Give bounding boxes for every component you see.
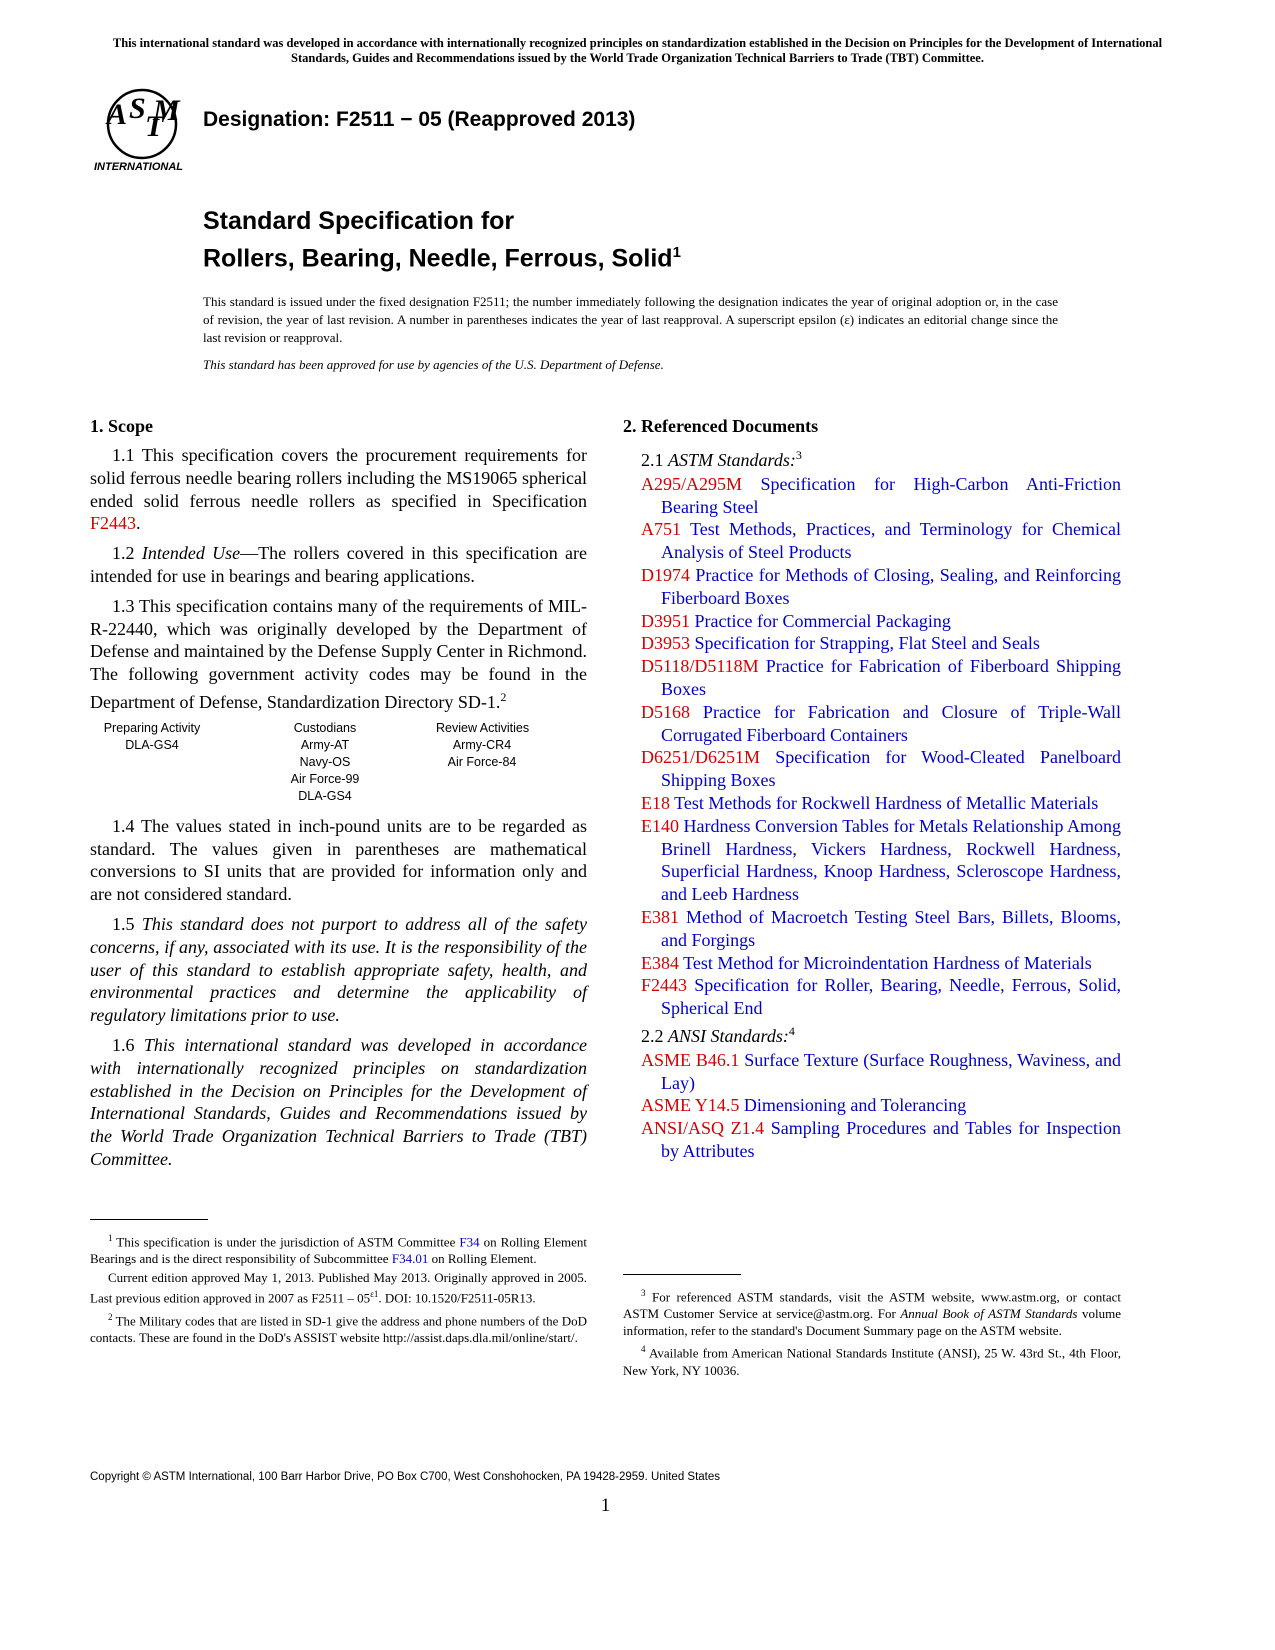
logo-subtext: INTERNATIONAL <box>94 161 184 173</box>
logo-letter-m: M <box>153 94 180 127</box>
astm-label: ASTM Standards: <box>668 450 796 470</box>
astm-fn: 3 <box>795 448 802 462</box>
scope-1-5-text: This standard does not purport to address all of the safety concerns, if any, associated with its use. It is the responsibility of the user of this standard to establish appropriate safety, health, and environmental practices and determine the applicability of regulatory limitations prior to use. <box>90 913 588 1026</box>
scope-1-2 <box>90 542 587 588</box>
reference-title-link[interactable]: Practice for Commercial Packaging <box>690 610 951 631</box>
scope-1-2-num: 1.2 <box>112 543 142 564</box>
fn3-italic: Annual Book of ASTM Standards <box>900 1306 1078 1322</box>
reference-code-link[interactable]: D1974 <box>641 564 690 585</box>
fn4-text: Available from American National Standards Institute (ANSI), 25 W. 43rd St., 4th Floor, New York, NY 10036. <box>623 1345 1121 1378</box>
review-item: Air Force-84 <box>447 754 517 769</box>
reference-title-link[interactable]: Specification for Roller, Bearing, Needle, Ferrous, Solid, Spherical End <box>661 975 1121 1019</box>
scope-1-6 <box>90 1034 587 1171</box>
reference-code-link[interactable]: E384 <box>641 952 679 973</box>
reference-title-link[interactable]: Specification for Wood-Cleated Panelboard Shipping Boxes <box>661 747 1121 791</box>
review-item: Army-CR4 <box>452 737 512 752</box>
custodian-item: Navy-OS <box>299 754 351 769</box>
reference-code-link[interactable]: A751 <box>641 519 681 540</box>
review-col <box>436 720 528 805</box>
custodians-col <box>214 720 436 805</box>
fn3-mark: 3 <box>641 1288 646 1298</box>
scope-1-1-text: 1.1 This specification covers the procurement requirements for solid ferrous needle bearing rollers including the MS19065 spherical ended solid ferrous needle rollers as specified in Specification <box>90 445 587 511</box>
right-column <box>623 414 1121 1163</box>
left-column <box>90 414 587 1178</box>
reference-code-link[interactable]: E140 <box>641 815 679 836</box>
fn1-text-b: on Rolling Element Bearings and is the direct responsibility of Subcommittee <box>90 1234 587 1267</box>
reference-item <box>641 952 1121 975</box>
astm-reference-list <box>623 473 1121 1020</box>
logo-letter-a: A <box>107 98 128 131</box>
issued-note: This standard is issued under the fixed designation F2511; the number immediately following the designation indicates the year of original adoption or, in the case of revision, the year of last revision. A number in parentheses indicates the year of last reapproval. A superscript epsilon (ε) indicates an editorial change since the last revision or reapproval. <box>203 294 1058 345</box>
left-footnotes <box>90 1219 587 1348</box>
reference-item <box>641 1117 1121 1163</box>
reference-title-link[interactable]: Sampling Procedures and Tables for Inspection by Attributes <box>661 1118 1121 1161</box>
reference-title-link[interactable]: Surface Texture (Surface Roughness, Waviness, and Lay) <box>661 1049 1121 1093</box>
fn1-text-a: This specification is under the jurisdiction of ASTM Committee <box>112 1234 460 1250</box>
scope-heading: 1. Scope <box>90 416 153 436</box>
reference-code-link[interactable]: D6251/D6251M <box>641 747 761 768</box>
preparing-header: Preparing Activity <box>103 720 201 735</box>
reference-item <box>641 1049 1121 1095</box>
fn3-text-a: For referenced ASTM standards, visit the ASTM website, www.astm.org, or contact ASTM Customer Service at service@astm.org. For <box>623 1289 1121 1322</box>
reference-item <box>641 792 1121 815</box>
astm-num: 2.1 <box>641 450 668 470</box>
reference-item <box>641 473 1121 519</box>
review-header: Review Activities <box>436 720 530 735</box>
scope-1-5-num: 1.5 <box>112 913 142 934</box>
reference-item <box>641 701 1121 747</box>
reference-code-link[interactable]: D3953 <box>641 633 690 654</box>
refdocs-heading: 2. Referenced Documents <box>623 416 819 436</box>
scope-1-4: 1.4 The values stated in inch-pound units are to be regarded as standard. The values given in parentheses are mathematical conversions to SI units that are provided for information only and are not considered standard. <box>90 815 587 905</box>
reference-item <box>641 906 1121 952</box>
fn1-text-c: on Rolling Element. <box>428 1251 537 1267</box>
reference-title-link[interactable]: Specification for High-Carbon Anti-Friction Bearing Steel <box>661 473 1121 517</box>
link-f2443-inline[interactable]: F2443 <box>90 513 137 534</box>
astm-standards-label <box>641 444 1121 472</box>
reference-title-link[interactable]: Test Methods for Rockwell Hardness of Metallic Materials <box>670 792 1099 813</box>
footnote-rule-right <box>623 1274 741 1275</box>
reference-title-link[interactable]: Practice for Fabrication and Closure of Triple-Wall Corrugated Fiberboard Containers <box>661 701 1121 745</box>
fn1-mark: 1 <box>108 1233 113 1243</box>
reference-title-link[interactable]: Practice for Methods of Closing, Sealing, and Reinforcing Fiberboard Boxes <box>661 564 1121 608</box>
astm-logo-icon <box>93 88 191 174</box>
scope-1-2-term: Intended Use <box>141 543 241 564</box>
link-f34[interactable]: F34 <box>459 1234 480 1250</box>
preparing-item: DLA-GS4 <box>125 737 179 752</box>
title-line-1: Standard Specification for <box>203 207 515 235</box>
reference-code-link[interactable]: D5118/D5118M <box>641 656 759 677</box>
reference-item <box>641 518 1121 564</box>
edition-note <box>90 1269 587 1306</box>
custodians-header: Custodians <box>293 720 357 735</box>
footnote-4 <box>623 1341 1121 1378</box>
reference-title-link[interactable]: Dimensioning and Tolerancing <box>739 1095 967 1116</box>
ansi-fn: 4 <box>788 1023 795 1038</box>
fn3-text-b: volume information, refer to the standard's Document Summary page on the ASTM website. <box>623 1306 1121 1339</box>
reference-item <box>641 1094 1121 1117</box>
reference-code-link[interactable]: A295/A295M <box>641 473 743 494</box>
reference-item <box>641 610 1121 633</box>
reference-item <box>641 746 1121 792</box>
footnote-3 <box>623 1285 1121 1339</box>
footnotes-left-body <box>90 1230 587 1346</box>
page-title <box>203 206 681 274</box>
fn2-text: The Military codes that are listed in SD-1 give the address and phone numbers of the DoD contacts. These are found in the DoD's ASSIST website http://assist.daps.dla.mil/online/start/. <box>90 1312 587 1345</box>
reference-item <box>641 815 1121 906</box>
ansi-standards-label <box>641 1020 1121 1048</box>
reference-code-link[interactable]: ANSI/ASQ Z1.4 <box>641 1118 765 1139</box>
edition-text-a: Current edition approved May 1, 2013. Published May 2013. Originally approved in 2005. Last previous edition approved in 2007 as F2511 – 05 <box>90 1270 587 1306</box>
logo-letter-s: S <box>129 92 146 125</box>
reference-code-link[interactable]: F2443 <box>641 975 688 996</box>
scope-1-3-fn: 2 <box>500 689 507 704</box>
reference-code-link[interactable]: E18 <box>641 792 670 813</box>
dod-note: This standard has been approved for use by agencies of the U.S. Department of Defense. <box>203 357 664 372</box>
reference-code-link[interactable]: D3951 <box>641 610 690 631</box>
logo-letter-t: T <box>145 110 164 143</box>
title-line-2: Rollers, Bearing, Needle, Ferrous, Solid <box>203 244 673 273</box>
reference-title-link[interactable]: Hardness Conversion Tables for Metals Relationship Among Brinell Hardness, Vickers Hardness, Rockwell Hardness, Superficial Hardness, Knoop Hardness, Scleroscope Hardness, and Leeb Hardness <box>661 815 1121 905</box>
edition-eps: ε1 <box>370 1289 379 1300</box>
reference-item <box>641 974 1121 1020</box>
link-f34-01[interactable]: F34.01 <box>391 1251 429 1267</box>
preparing-col <box>90 720 214 805</box>
reference-code-link[interactable]: ASME B46.1 <box>641 1049 740 1070</box>
ansi-num: 2.2 <box>641 1025 668 1046</box>
reference-title-link[interactable]: Practice for Fabrication of Fiberboard Shipping Boxes <box>661 656 1121 699</box>
footnote-1 <box>90 1230 587 1267</box>
edition-text-b: . DOI: 10.1520/F2511-05R13. <box>378 1290 536 1306</box>
ansi-reference-list <box>623 1049 1121 1163</box>
astm-logo <box>93 88 191 174</box>
scope-1-3 <box>90 595 587 714</box>
page-number: 1 <box>600 1495 611 1516</box>
wto-notice: This international standard was developed in accordance with internationally recognized principles on standardization established in the Decision on Principles for the Development of International Standards, Guides and Recommendations issued by the World Trade Organization Technical Barriers to Trade (TBT) Committee. <box>112 36 1163 65</box>
reference-title-link[interactable]: Specification for Strapping, Flat Steel and Seals <box>690 633 1040 654</box>
activity-table <box>90 720 587 805</box>
reference-code-link[interactable]: ASME Y14.5 <box>641 1095 740 1116</box>
custodian-item: Air Force-99 <box>290 771 360 786</box>
title-footnote-mark: 1 <box>672 244 681 261</box>
reference-item <box>641 632 1121 655</box>
reference-code-link[interactable]: E381 <box>641 906 679 927</box>
reference-code-link[interactable]: D5168 <box>641 701 690 722</box>
scope-1-3-text: 1.3 This specification contains many of the requirements of MIL-R-22440, which was originally developed by the Department of Defense and maintained by the Defense Supply Center in Richmond. The following government activity codes may be found in the Department of Defense, Standardization Directory SD-1. <box>90 595 587 712</box>
ansi-label: ANSI Standards: <box>668 1025 789 1046</box>
fn2-mark: 2 <box>108 1311 113 1322</box>
scope-1-6-text: This international standard was developed in accordance with internationally recognized principles on standardization established in the Decision on Principles for the Development of International Standards, Guides and Recommendations issued by the World Trade Organization Technical Barriers to Trade (TBT) Committee. <box>90 1034 588 1169</box>
footnotes-right-body <box>623 1285 1121 1379</box>
footnote-2 <box>90 1309 587 1346</box>
right-footnotes <box>623 1274 1121 1381</box>
reference-title-link[interactable]: Test Method for Microindentation Hardness of Materials <box>679 952 1092 973</box>
scope-1-1-end: . <box>136 513 141 534</box>
designation: Designation: F2511 − 05 (Reapproved 2013) <box>203 108 636 131</box>
scope-1-5 <box>90 913 587 1027</box>
reference-title-link[interactable]: Test Methods, Practices, and Terminology for Chemical Analysis of Steel Products <box>661 519 1121 563</box>
copyright: Copyright © ASTM International, 100 Barr Harbor Drive, PO Box C700, West Conshohocken, PA 19428-2959. United States <box>90 1471 721 1483</box>
reference-title-link[interactable]: Method of Macroetch Testing Steel Bars, Billets, Blooms, and Forgings <box>661 906 1121 950</box>
scope-1-6-num: 1.6 <box>112 1034 144 1055</box>
custodian-item: DLA-GS4 <box>298 788 352 803</box>
fn4-mark: 4 <box>641 1344 646 1355</box>
reference-item <box>641 564 1121 610</box>
custodian-item: Army-AT <box>300 737 350 752</box>
scope-1-2-text: —The rollers covered in this specification are intended for use in bearings and bearing applications. <box>90 543 588 586</box>
scope-1-1 <box>90 444 587 535</box>
reference-item <box>641 655 1121 701</box>
footnote-rule-left <box>90 1219 208 1220</box>
